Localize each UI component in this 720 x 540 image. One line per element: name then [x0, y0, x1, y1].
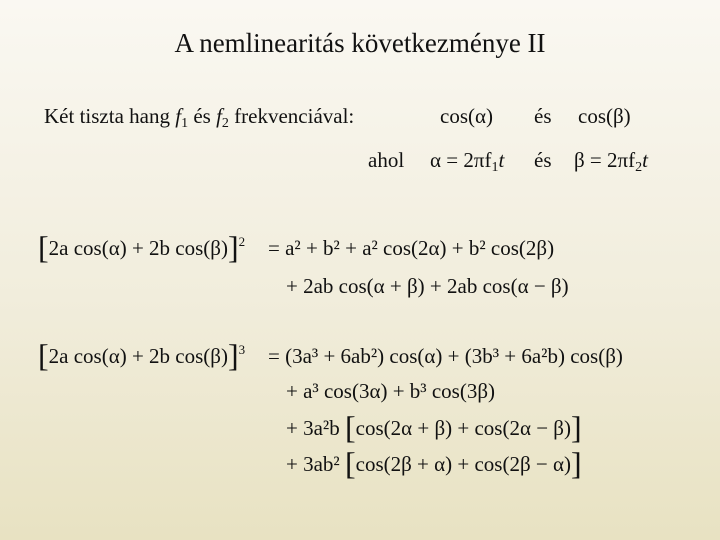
eq2-line-2: + 2ab cos(α + β) + 2ab cos(α − β) [286, 274, 569, 298]
cos-beta: cos(β) [578, 104, 631, 128]
eq3-lhs: [2a cos(α) + 2b cos(β)]$^3$ [38, 337, 246, 373]
eq3-line-3: + 3a²b [cos(2α + β) + cos(2α − β)] [286, 409, 582, 445]
f2-symbol: f [216, 104, 222, 128]
intro-text: Két tiszta hang $f_1$ és $f_2$ frekvenciával: [44, 104, 355, 131]
and-word: és [193, 104, 211, 128]
intro-lead: Két tiszta hang [44, 104, 170, 128]
intro-tail: frekvenciával: [234, 104, 355, 128]
eq2-line-1: = a² + b² + a² cos(2α) + b² cos(2β) [268, 236, 555, 260]
beta-definition: $\beta = 2\pi f_2t$ [574, 148, 648, 175]
f1-symbol: f [175, 104, 182, 128]
eq2-lhs: [2a cos(α) + 2b cos(β)]$^2$ [38, 229, 246, 265]
slide-title: A nemlinearitás következménye II [174, 28, 546, 58]
and-word-2: és [534, 104, 552, 128]
eq3-line-4: + 3ab² [cos(2β + α) + cos(2β − α)] [286, 445, 582, 481]
and-word-3: és [534, 148, 552, 172]
where-label: ahol [368, 148, 405, 172]
eq3-line-1: = (3a³ + 6ab²) cos(α) + (3b³ + 6a²b) cos(β) [268, 344, 623, 368]
cos-alpha: cos(α) [440, 104, 493, 128]
alpha-definition: $\alpha = 2\pi f_1t$ [430, 148, 505, 175]
eq3-line-2: + a³ cos(3α) + b³ cos(3β) [286, 379, 495, 403]
